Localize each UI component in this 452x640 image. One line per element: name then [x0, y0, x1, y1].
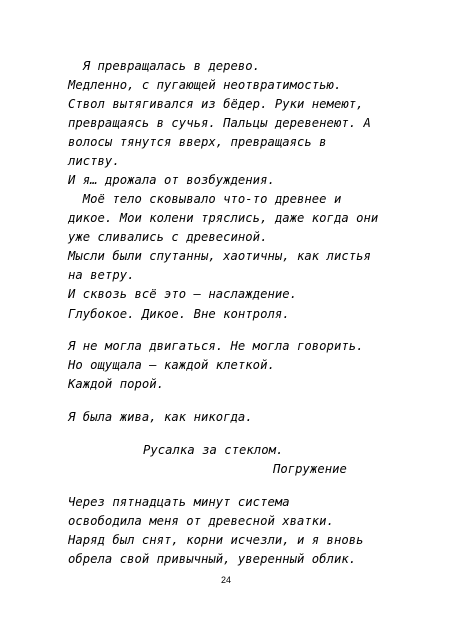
text-line: волосы тянутся вверх, превращаясь в [68, 135, 327, 149]
page-number: 24 [220, 575, 231, 585]
text-line: Я не могла двигаться. Не могла говорить. [68, 339, 364, 353]
text-line: Медленно, с пугающей неотвратимостью. [68, 78, 342, 92]
text-line: И я… дрожала от возбуждения. [68, 173, 275, 187]
text-line: Ствол вытягивался из бёдер. Руки немеют, [68, 97, 364, 111]
text-line: Каждой порой. [68, 377, 165, 391]
text-line: Я была жива, как никогда. [68, 410, 253, 424]
text-line: Глубокое. Дикое. Вне контроля. [68, 307, 290, 321]
text-line: Через пятнадцать минут система [68, 495, 290, 509]
chapter-title: Русалка за стеклом. [143, 443, 284, 457]
text-line: И сквозь всё это – наслаждение. [68, 287, 298, 301]
text-line: освободила меня от древесной хватки. [68, 514, 334, 528]
text-line: листву. [68, 154, 120, 168]
text-line: на ветру. [68, 268, 135, 282]
text-line: Я превращалась в дерево. [68, 59, 261, 73]
text-line: уже сливались с древесиной. [68, 230, 268, 244]
chapter-subtitle: Погружение [273, 462, 347, 476]
text-line: Но ощущала – каждой клеткой. [68, 358, 275, 372]
text-line: Мысли были спутанны, хаотичны, как листья [68, 249, 371, 263]
text-line: превращаясь в сучья. Пальцы деревенеют. А [68, 116, 371, 130]
text-line: обрела свой привычный, уверенный облик. [68, 552, 357, 566]
text-line: дикое. Мои колени тряслись, даже когда они [68, 211, 379, 225]
text-line: Наряд был снят, корни исчезли, и я вновь [68, 533, 364, 547]
text-line: Моё тело сковывало что-то древнее и [68, 192, 342, 206]
